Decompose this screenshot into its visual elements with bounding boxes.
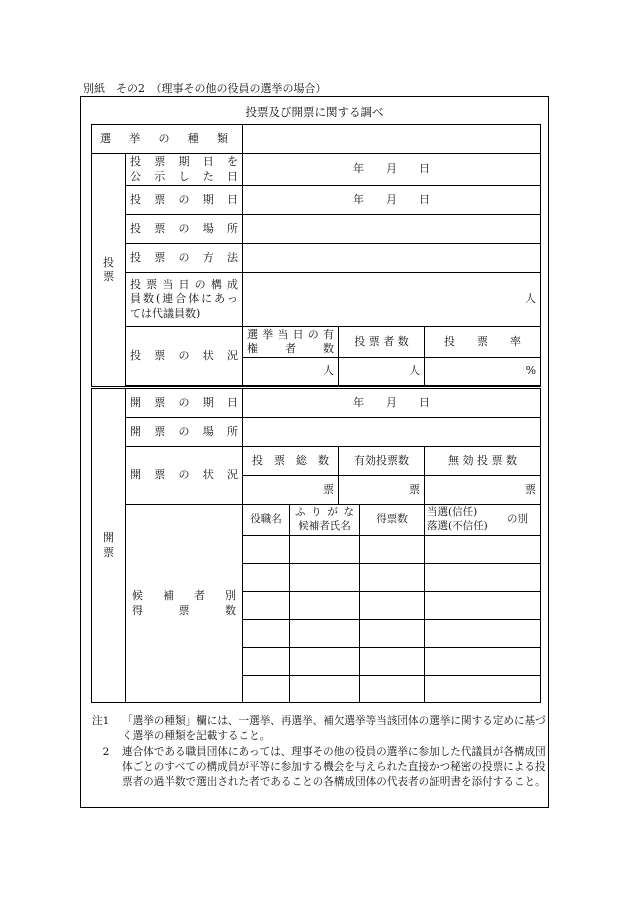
election-type-field[interactable] [243,125,541,154]
counting-date-label: 開票の期日 [126,388,243,418]
valid-votes-field[interactable]: 票 [339,476,425,505]
announce-date-label: 投票期日を 公示した日 [126,154,243,186]
invalid-votes-field[interactable]: 票 [425,476,541,505]
counting-place-field[interactable] [243,418,541,447]
counting-section-label: 開票 [92,388,126,703]
eligible-voters-field[interactable]: 人 [243,358,339,386]
form-title: 投票及び開票に関する調べ [245,105,384,119]
candidate-votes-label: 候補者別 得票数 [126,505,243,703]
voting-place-field[interactable] [243,215,541,244]
voting-status-label: 投票の状況 [126,327,243,386]
counting-date-field[interactable]: 年 月 日 [243,388,541,418]
eligible-voters-label: 選挙当日の有 権 者 数 [243,327,339,358]
members-count-label: 投票当日の構成 員数(連合体にあっ ては代議員数) [126,273,243,327]
voting-method-field[interactable] [243,244,541,273]
form-caption: 別紙 その2 （理事その他の役員の選挙の場合） [83,82,327,95]
announce-date-field[interactable]: 年 月 日 [243,154,541,186]
note-item: 注1 「選挙の種類」欄には、一選挙、再選挙、補欠選挙等当該団体の選挙に関する定めに基づく選挙の種類を記載すること。 [92,715,546,743]
voters-count-label: 投 票 者 数 [339,327,425,358]
voting-rate-field[interactable]: % [425,358,541,386]
candidate-name-header: ふりがな 候補者氏名 [290,505,360,536]
voting-date-label: 投票の期日 [126,186,243,215]
voting-place-label: 投票の場所 [126,215,243,244]
valid-votes-label: 有効投票数 [339,447,425,476]
counting-place-label: 開票の場所 [126,418,243,447]
votes-header: 得票数 [360,505,425,536]
members-count-field[interactable]: 人 [243,273,541,327]
total-votes-label: 投 票 総 数 [243,447,339,476]
notes [92,714,547,791]
total-votes-field[interactable]: 票 [243,476,339,505]
note-item: 2 連合体である職員団体にあっては、理事その他の役員の選挙に参加した代議員が各構成団体ごとのすべての構成員が平等に参加する機会を与えられた直接かつ秘密の投票による投票者の過半数で選出された者であることの各構成団体の代表者の証明書を添付すること。 [92,745,546,789]
result-header: 当選(信任) 落選(不信任) の別 [425,505,541,536]
invalid-votes-label: 無 効 投 票 数 [425,447,541,476]
voting-method-label: 投票の方法 [126,244,243,273]
voting-section-label: 投票 [92,154,126,388]
voters-count-field[interactable]: 人 [339,358,425,386]
counting-status-label: 開票の状況 [126,447,243,505]
post-header: 役職名 [243,505,290,536]
election-form-table [91,124,541,703]
election-type-label: 選 挙 の 種 類 [92,125,243,154]
voting-date-field[interactable]: 年 月 日 [243,186,541,215]
voting-rate-label: 投 票 率 [425,327,541,358]
